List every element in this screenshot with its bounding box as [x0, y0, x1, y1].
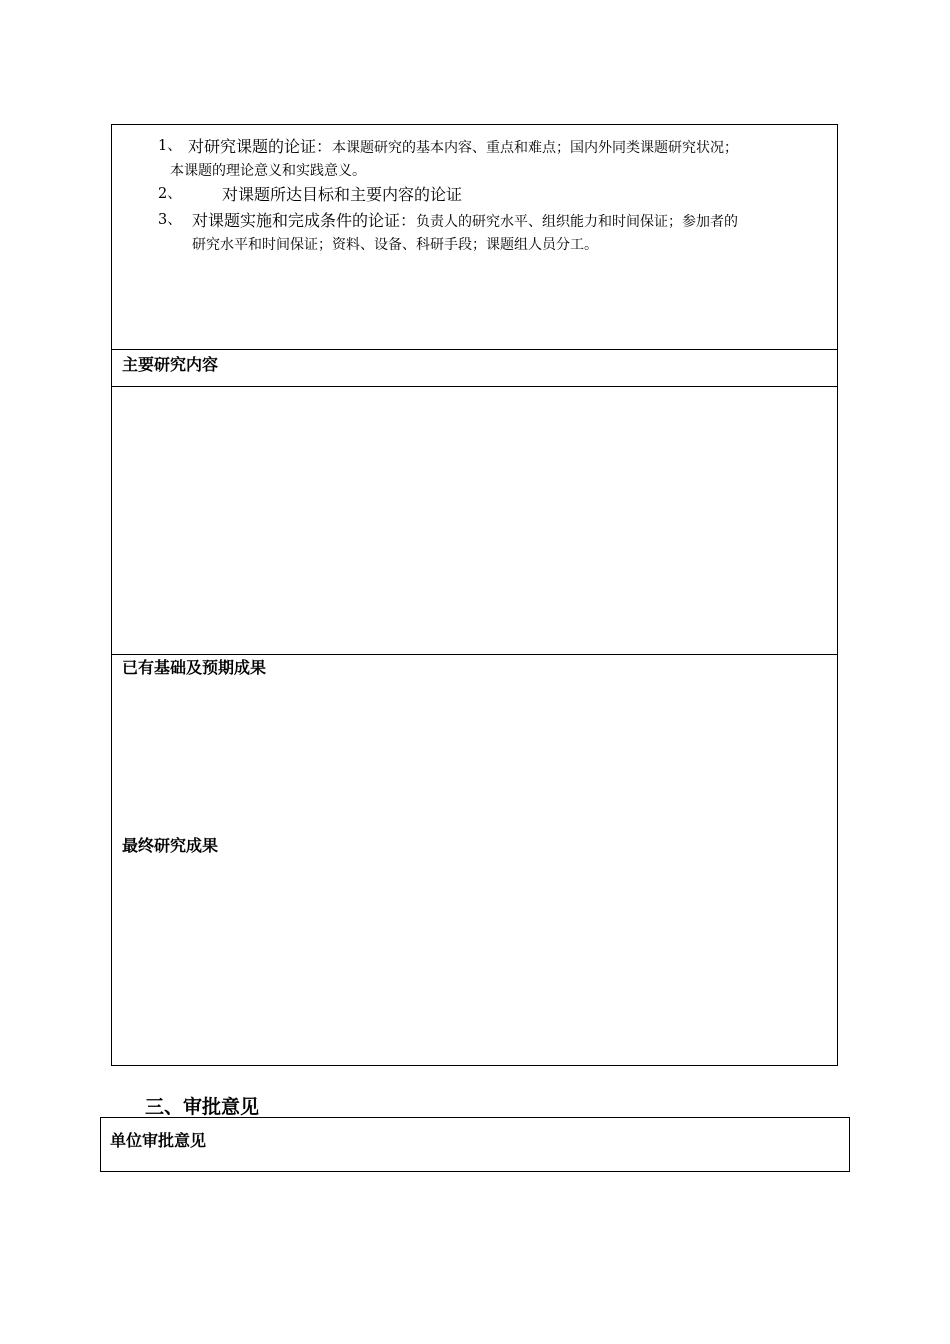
guidance-item-number: 2、	[158, 186, 182, 202]
guidance-item-body: 负责人的研究水平、组织能力和时间保证；参加者的	[416, 214, 739, 230]
basis-and-expected-results-label: 已有基础及预期成果	[122, 658, 267, 677]
approval-table[interactable]	[100, 1117, 850, 1172]
guidance-item-heading: 对课题所达目标和主要内容的论证	[222, 185, 463, 204]
guidance-item-body-continued: 研究水平和时间保证；资料、设备、科研手段；课题组人员分工。	[192, 237, 598, 253]
guidance-item-heading: 对研究课题的论证：	[188, 137, 333, 156]
guidance-item-number: 1、	[158, 138, 182, 154]
approval-section-title: 三、审批意见	[145, 1096, 260, 1118]
guidance-item-heading: 对课题实施和完成条件的论证：	[192, 211, 417, 230]
guidance-item-body-continued: 本课题的理论意义和实践意义。	[170, 163, 366, 179]
application-form-table	[111, 124, 838, 1066]
main-content-label: 主要研究内容	[122, 355, 219, 374]
guidance-item-1	[158, 135, 833, 183]
guidance-item-number: 3、	[158, 212, 182, 228]
main-content-input-cell[interactable]	[112, 387, 837, 655]
guidance-item-2	[158, 183, 833, 206]
unit-approval-label: 单位审批意见	[110, 1131, 207, 1150]
guidance-item-3	[158, 209, 833, 257]
guidance-item-body: 本课题研究的基本内容、重点和难点；国内外同类课题研究状况；	[332, 140, 739, 156]
results-cell[interactable]	[112, 655, 837, 1065]
main-content-header-cell	[112, 350, 837, 387]
guidance-cell	[112, 125, 837, 350]
final-results-label: 最终研究成果	[122, 836, 219, 855]
